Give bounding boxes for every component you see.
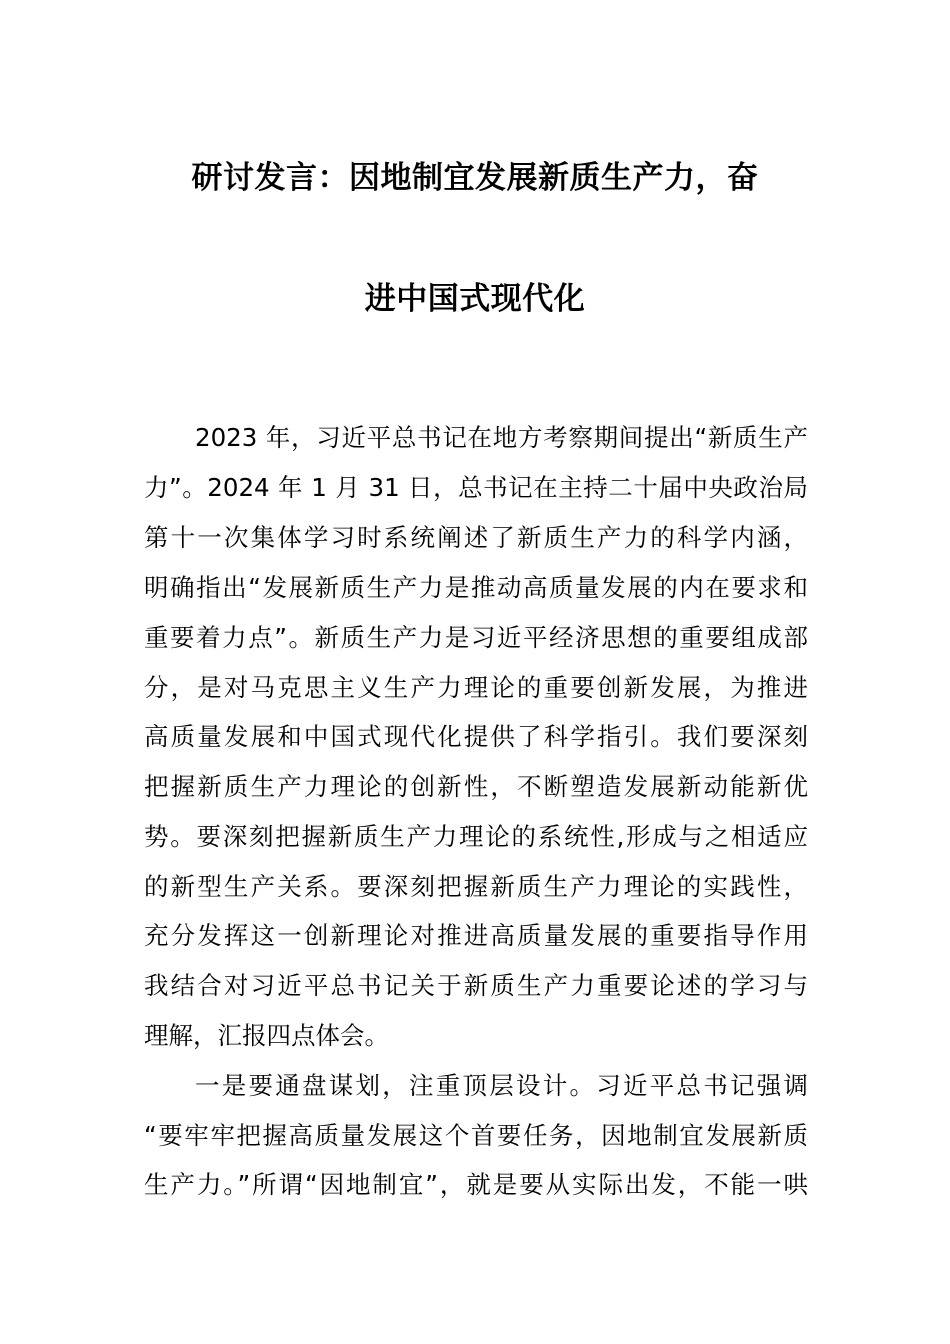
paragraph-1-line-3: 第十一次集体学习时系统阐述了新质生产力的科学内涵， xyxy=(144,523,808,552)
document-title-line-2: 进中国式现代化 xyxy=(364,281,586,317)
paragraph-1-line-5: 重要着力点”。新质生产力是习近平经济思想的重要组成部 xyxy=(144,623,808,652)
paragraph-1-line-4: 明确指出“发展新质生产力是推动高质量发展的内在要求和 xyxy=(144,573,808,602)
paragraph-1-line-13: 理解，汇报四点体会。 xyxy=(144,1021,389,1050)
document-title-line-1: 研讨发言：因地制宜发展新质生产力，奋 xyxy=(191,160,759,196)
paragraph-2-line-3: 生产力。”所谓“因地制宜”，就是要从实际出发，不能一哄 xyxy=(144,1170,808,1199)
paragraph-1-line-8: 把握新质生产力理论的创新性，不断塑造发展新动能新优 xyxy=(144,772,808,801)
paragraph-2-line-1: 一是要通盘谋划，注重顶层设计。习近平总书记强调 xyxy=(195,1071,808,1100)
paragraph-1-line-1: 2023 年，习近平总书记在地方考察期间提出“新质生产 xyxy=(195,423,808,452)
paragraph-1-line-6: 分，是对马克思主义生产力理论的重要创新发展，为推进 xyxy=(144,673,808,702)
paragraph-1-line-12: 我结合对习近平总书记关于新质生产力重要论述的学习与 xyxy=(144,971,808,1000)
paragraph-1-line-9: 势。要深刻把握新质生产力理论的系统性,形成与之相适应 xyxy=(144,822,808,851)
paragraph-1-line-7: 高质量发展和中国式现代化提供了科学指引。我们要深刻 xyxy=(144,722,808,751)
paragraph-2-line-2: “要牢牢把握高质量发展这个首要任务，因地制宜发展新质 xyxy=(144,1121,808,1150)
paragraph-1-line-10: 的新型生产关系。要深刻把握新质生产力理论的实践性， xyxy=(144,872,808,901)
paragraph-1-line-2: 力”。2024 年 1 月 31 日，总书记在主持二十届中央政治局 xyxy=(144,473,808,502)
paragraph-1-line-11: 充分发挥这一创新理论对推进高质量发展的重要指导作用 xyxy=(144,921,808,950)
